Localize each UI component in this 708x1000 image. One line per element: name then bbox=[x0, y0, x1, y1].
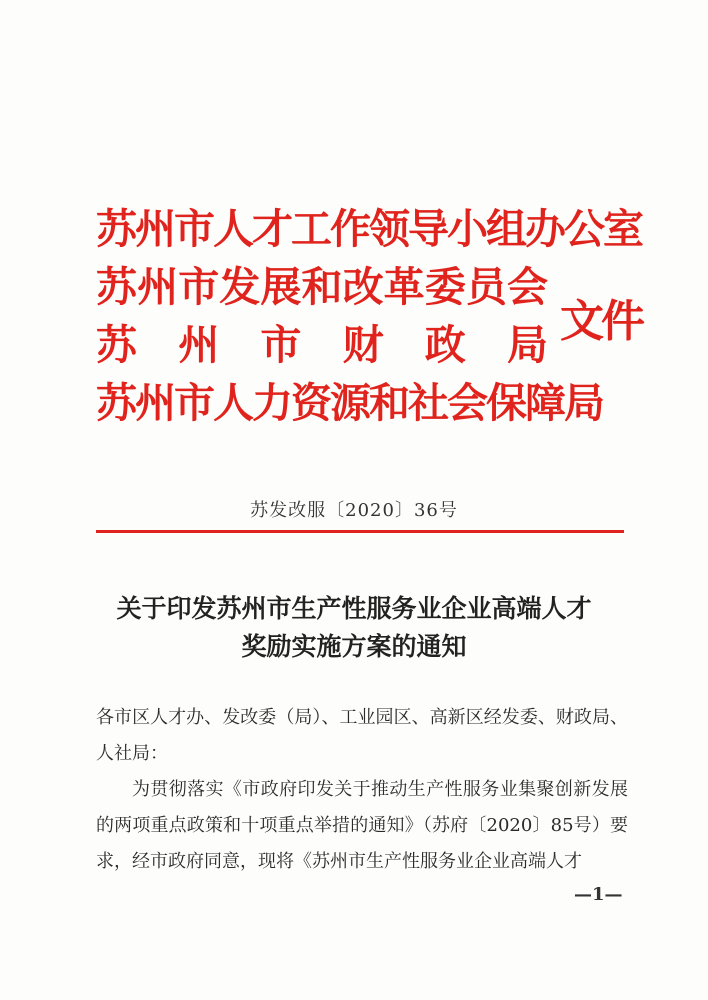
red-divider bbox=[96, 530, 624, 533]
body-paragraph: 为贯彻落实《市政府印发关于推动生产性服务业集聚创新发展的两项重点政策和十项重点举措的通知》（苏府〔2020〕85号）要求，经市政府同意，现将《苏州市生产性服务业企业高端人才 bbox=[96, 779, 628, 872]
document-body bbox=[96, 700, 628, 880]
issuer-line: 苏 州 市 发 展 和 改 革 委 员 会 bbox=[96, 263, 546, 311]
document-title bbox=[0, 590, 708, 666]
issuer-line: 苏 州 市 人 才 工 作 领 导 小 组 办 公 室 bbox=[96, 205, 642, 253]
file-heading: 文件 bbox=[560, 296, 642, 347]
issuer-line: 苏 州 市 人 力 资 源 和 社 会 保 障 局 bbox=[96, 379, 603, 427]
title-line-2: 奖励实施方案的通知 bbox=[241, 632, 467, 661]
title-line-1: 关于印发苏州市生产性服务业企业高端人才 bbox=[116, 594, 592, 623]
document-number: 苏发改服〔2020〕36号 bbox=[250, 500, 458, 521]
addressee-paragraph: 各市区人才办、发改委（局）、工业园区、高新区经发委、财政局、人社局： bbox=[96, 707, 628, 764]
page-number: —1— bbox=[574, 884, 623, 905]
issuer-line: 苏 州 市 财 政 局 bbox=[96, 321, 546, 369]
